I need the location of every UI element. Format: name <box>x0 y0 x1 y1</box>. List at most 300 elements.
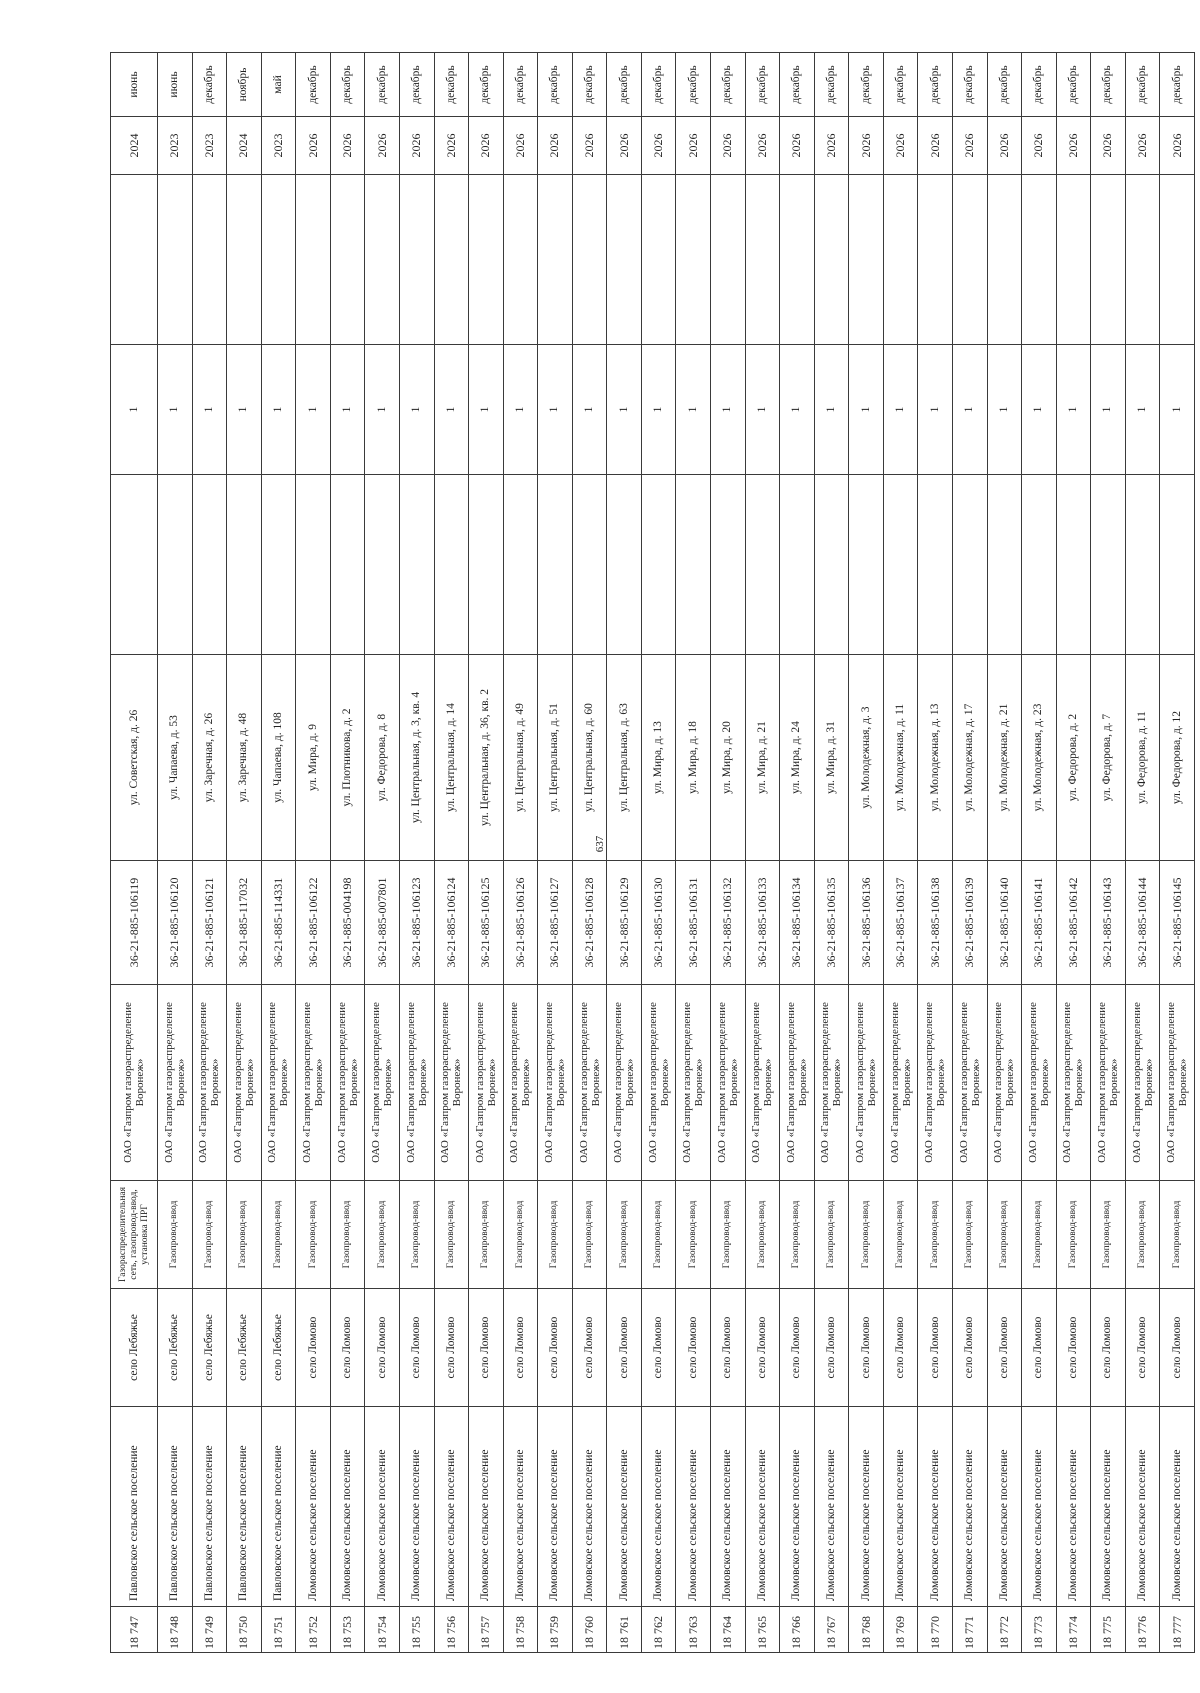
empty-cell <box>1022 175 1057 345</box>
table-row <box>745 53 780 1653</box>
settlement-cell: Ломовское сельское поселение <box>399 1407 434 1607</box>
owner-cell: ОАО «Газпром газораспределение Воронеж» <box>987 985 1022 1181</box>
quantity-cell: 1 <box>434 345 469 475</box>
empty-cell <box>1056 475 1091 655</box>
settlement-cell: Ломовское сельское поселение <box>1056 1407 1091 1607</box>
month-cell: июнь <box>158 53 193 117</box>
month-cell: декабрь <box>330 53 365 117</box>
month-cell: декабрь <box>952 53 987 117</box>
village-cell: село Ломово <box>641 1289 676 1407</box>
empty-cell <box>676 475 711 655</box>
empty-cell <box>330 175 365 345</box>
settlement-cell: Ломовское сельское поселение <box>676 1407 711 1607</box>
quantity-cell: 1 <box>780 345 815 475</box>
quantity-cell: 1 <box>952 345 987 475</box>
settlement-cell: Ломовское сельское поселение <box>1022 1407 1057 1607</box>
owner-cell: ОАО «Газпром газораспределение Воронеж» <box>1022 985 1057 1181</box>
address-cell: ул. Чапаева, д. 53 <box>158 655 193 861</box>
empty-cell <box>572 175 607 345</box>
table-row <box>365 53 400 1653</box>
owner-cell: ОАО «Газпром газораспределение Воронеж» <box>814 985 849 1181</box>
empty-cell <box>538 475 573 655</box>
table-row <box>1125 53 1160 1653</box>
empty-cell <box>192 175 227 345</box>
month-cell: декабрь <box>399 53 434 117</box>
row-number-cell: 18 777 <box>1160 1607 1195 1653</box>
empty-cell <box>745 175 780 345</box>
settlement-cell: Ломовское сельское поселение <box>330 1407 365 1607</box>
empty-cell <box>399 475 434 655</box>
object-type-cell: Газопровод-ввод <box>607 1181 642 1289</box>
empty-cell <box>1091 475 1126 655</box>
empty-cell <box>607 175 642 345</box>
village-cell: село Ломово <box>503 1289 538 1407</box>
month-cell: декабрь <box>365 53 400 117</box>
empty-cell <box>641 475 676 655</box>
village-cell: село Ломово <box>676 1289 711 1407</box>
settlement-cell: Ломовское сельское поселение <box>538 1407 573 1607</box>
quantity-cell: 1 <box>469 345 504 475</box>
empty-cell <box>158 475 193 655</box>
address-cell: ул. Мира, д. 9 <box>296 655 331 861</box>
empty-cell <box>1056 175 1091 345</box>
settlement-cell: Ломовское сельское поселение <box>1125 1407 1160 1607</box>
row-number-cell: 18 775 <box>1091 1607 1126 1653</box>
village-cell: село Лебяжье <box>227 1289 262 1407</box>
table-row <box>572 53 607 1653</box>
address-cell: ул. Центральная, д. 36, кв. 2 <box>469 655 504 861</box>
empty-cell <box>711 175 746 345</box>
quantity-cell: 1 <box>676 345 711 475</box>
object-type-cell: Газопровод-ввод <box>330 1181 365 1289</box>
object-type-cell: Газопровод-ввод <box>538 1181 573 1289</box>
settlement-cell: Ломовское сельское поселение <box>952 1407 987 1607</box>
row-number-cell: 18 755 <box>399 1607 434 1653</box>
settlement-cell: Павловское сельское поселение <box>261 1407 296 1607</box>
year-cell: 2026 <box>607 117 642 175</box>
month-cell: декабрь <box>469 53 504 117</box>
object-type-cell: Газораспределительная сеть, газопровод-ввод, установка ПРГ <box>111 1181 158 1289</box>
year-cell: 2023 <box>192 117 227 175</box>
owner-cell: ОАО «Газпром газораспределение Воронеж» <box>780 985 815 1181</box>
row-number-cell: 18 749 <box>192 1607 227 1653</box>
village-cell: село Ломово <box>1056 1289 1091 1407</box>
month-cell: ноябрь <box>227 53 262 117</box>
code-cell: 36-21-885-106137 <box>883 861 918 985</box>
empty-cell <box>227 175 262 345</box>
code-cell: 36-21-885-106130 <box>641 861 676 985</box>
address-cell: ул. Молодежная, д. 17 <box>952 655 987 861</box>
rotated-table-container <box>110 53 1195 1653</box>
table-row <box>814 53 849 1653</box>
quantity-cell: 1 <box>1056 345 1091 475</box>
address-cell: ул. Мира, д. 20 <box>711 655 746 861</box>
object-type-cell: Газопровод-ввод <box>952 1181 987 1289</box>
year-cell: 2026 <box>641 117 676 175</box>
address-cell: ул. Мира, д. 18 <box>676 655 711 861</box>
month-cell: декабрь <box>780 53 815 117</box>
village-cell: село Ломово <box>607 1289 642 1407</box>
code-cell: 36-21-885-007801 <box>365 861 400 985</box>
year-cell: 2026 <box>1125 117 1160 175</box>
address-cell: ул. Советская, д. 26 <box>111 655 158 861</box>
empty-cell <box>111 175 158 345</box>
row-number-cell: 18 756 <box>434 1607 469 1653</box>
village-cell: село Ломово <box>1160 1289 1195 1407</box>
year-cell: 2026 <box>745 117 780 175</box>
village-cell: село Ломово <box>1091 1289 1126 1407</box>
table-row <box>952 53 987 1653</box>
village-cell: село Ломово <box>572 1289 607 1407</box>
row-number-cell: 18 771 <box>952 1607 987 1653</box>
year-cell: 2026 <box>987 117 1022 175</box>
empty-cell <box>192 475 227 655</box>
village-cell: село Лебяжье <box>192 1289 227 1407</box>
empty-cell <box>296 175 331 345</box>
code-cell: 36-21-885-106127 <box>538 861 573 985</box>
address-cell: ул. Мира, д. 24 <box>780 655 815 861</box>
empty-cell <box>538 175 573 345</box>
village-cell: село Ломово <box>745 1289 780 1407</box>
month-cell: декабрь <box>745 53 780 117</box>
table-row <box>503 53 538 1653</box>
settlement-cell: Ломовское сельское поселение <box>469 1407 504 1607</box>
village-cell: село Ломово <box>918 1289 953 1407</box>
address-cell: ул. Плотникова, д. 2 <box>330 655 365 861</box>
table-row <box>641 53 676 1653</box>
settlement-cell: Ломовское сельское поселение <box>296 1407 331 1607</box>
quantity-cell: 1 <box>111 345 158 475</box>
code-cell: 36-21-885-106120 <box>158 861 193 985</box>
owner-cell: ОАО «Газпром газораспределение Воронеж» <box>192 985 227 1181</box>
quantity-cell: 1 <box>711 345 746 475</box>
empty-cell <box>918 475 953 655</box>
settlement-cell: Ломовское сельское поселение <box>434 1407 469 1607</box>
month-cell: декабрь <box>538 53 573 117</box>
month-cell: декабрь <box>676 53 711 117</box>
quantity-cell: 1 <box>987 345 1022 475</box>
quantity-cell: 1 <box>918 345 953 475</box>
address-cell: ул. Центральная, д. 14 <box>434 655 469 861</box>
object-type-cell: Газопровод-ввод <box>814 1181 849 1289</box>
owner-cell: ОАО «Газпром газораспределение Воронеж» <box>711 985 746 1181</box>
row-number-cell: 18 766 <box>780 1607 815 1653</box>
month-cell: декабрь <box>434 53 469 117</box>
address-cell: ул. Федорова, д. 11 <box>1125 655 1160 861</box>
year-cell: 2026 <box>883 117 918 175</box>
row-number-cell: 18 769 <box>883 1607 918 1653</box>
empty-cell <box>158 175 193 345</box>
quantity-cell: 1 <box>330 345 365 475</box>
row-number-cell: 18 770 <box>918 1607 953 1653</box>
empty-cell <box>641 175 676 345</box>
month-cell: декабрь <box>192 53 227 117</box>
empty-cell <box>469 475 504 655</box>
object-type-cell: Газопровод-ввод <box>711 1181 746 1289</box>
table-row <box>1022 53 1057 1653</box>
empty-cell <box>987 175 1022 345</box>
quantity-cell: 1 <box>365 345 400 475</box>
settlement-cell: Ломовское сельское поселение <box>503 1407 538 1607</box>
table-body <box>111 53 1195 1653</box>
owner-cell: ОАО «Газпром газораспределение Воронеж» <box>952 985 987 1181</box>
row-number-cell: 18 768 <box>849 1607 884 1653</box>
year-cell: 2026 <box>952 117 987 175</box>
quantity-cell: 1 <box>503 345 538 475</box>
row-number-cell: 18 752 <box>296 1607 331 1653</box>
settlement-cell: Павловское сельское поселение <box>158 1407 193 1607</box>
empty-cell <box>1125 475 1160 655</box>
object-type-cell: Газопровод-ввод <box>1022 1181 1057 1289</box>
settlement-cell: Павловское сельское поселение <box>192 1407 227 1607</box>
table-row <box>918 53 953 1653</box>
month-cell: декабрь <box>883 53 918 117</box>
owner-cell: ОАО «Газпром газораспределение Воронеж» <box>849 985 884 1181</box>
year-cell: 2026 <box>780 117 815 175</box>
empty-cell <box>745 475 780 655</box>
row-number-cell: 18 760 <box>572 1607 607 1653</box>
object-type-cell: Газопровод-ввод <box>676 1181 711 1289</box>
address-cell: ул. Мира, д. 21 <box>745 655 780 861</box>
code-cell: 36-21-885-106136 <box>849 861 884 985</box>
year-cell: 2026 <box>849 117 884 175</box>
owner-cell: ОАО «Газпром газораспределение Воронеж» <box>676 985 711 1181</box>
row-number-cell: 18 748 <box>158 1607 193 1653</box>
year-cell: 2026 <box>296 117 331 175</box>
empty-cell <box>849 175 884 345</box>
village-cell: село Ломово <box>711 1289 746 1407</box>
object-type-cell: Газопровод-ввод <box>158 1181 193 1289</box>
code-cell: 36-21-885-106121 <box>192 861 227 985</box>
village-cell: село Ломово <box>814 1289 849 1407</box>
owner-cell: ОАО «Газпром газораспределение Воронеж» <box>330 985 365 1181</box>
object-type-cell: Газопровод-ввод <box>572 1181 607 1289</box>
empty-cell <box>434 175 469 345</box>
settlement-cell: Ломовское сельское поселение <box>1091 1407 1126 1607</box>
object-type-cell: Газопровод-ввод <box>227 1181 262 1289</box>
address-cell: ул. Мира, д. 13 <box>641 655 676 861</box>
year-cell: 2026 <box>814 117 849 175</box>
village-cell: село Ломово <box>849 1289 884 1407</box>
quantity-cell: 1 <box>1091 345 1126 475</box>
empty-cell <box>1022 475 1057 655</box>
month-cell: декабрь <box>1022 53 1057 117</box>
table-row <box>780 53 815 1653</box>
address-cell: ул. Центральная, д. 63 <box>607 655 642 861</box>
object-type-cell: Газопровод-ввод <box>261 1181 296 1289</box>
table-row <box>227 53 262 1653</box>
month-cell: декабрь <box>987 53 1022 117</box>
empty-cell <box>987 475 1022 655</box>
owner-cell: ОАО «Газпром газораспределение Воронеж» <box>261 985 296 1181</box>
village-cell: село Ломово <box>330 1289 365 1407</box>
address-cell: ул. Федорова, д. 2 <box>1056 655 1091 861</box>
row-number-cell: 18 776 <box>1125 1607 1160 1653</box>
owner-cell: ОАО «Газпром газораспределение Воронеж» <box>1160 985 1195 1181</box>
empty-cell <box>503 475 538 655</box>
object-type-cell: Газопровод-ввод <box>503 1181 538 1289</box>
code-cell: 36-21-885-106119 <box>111 861 158 985</box>
year-cell: 2026 <box>365 117 400 175</box>
village-cell: село Ломово <box>469 1289 504 1407</box>
address-cell: ул. Заречная, д. 48 <box>227 655 262 861</box>
village-cell: село Ломово <box>952 1289 987 1407</box>
village-cell: село Ломово <box>780 1289 815 1407</box>
owner-cell: ОАО «Газпром газораспределение Воронеж» <box>296 985 331 1181</box>
settlement-cell: Ломовское сельское поселение <box>987 1407 1022 1607</box>
row-number-cell: 18 773 <box>1022 1607 1057 1653</box>
settlement-cell: Ломовское сельское поселение <box>814 1407 849 1607</box>
row-number-cell: 18 750 <box>227 1607 262 1653</box>
village-cell: село Ломово <box>1022 1289 1057 1407</box>
village-cell: село Ломово <box>1125 1289 1160 1407</box>
month-cell: июнь <box>111 53 158 117</box>
empty-cell <box>330 475 365 655</box>
year-cell: 2026 <box>503 117 538 175</box>
village-cell: село Ломово <box>296 1289 331 1407</box>
table-row <box>676 53 711 1653</box>
row-number-cell: 18 761 <box>607 1607 642 1653</box>
owner-cell: ОАО «Газпром газораспределение Воронеж» <box>227 985 262 1181</box>
empty-cell <box>434 475 469 655</box>
table-row <box>883 53 918 1653</box>
empty-cell <box>676 175 711 345</box>
table-row <box>849 53 884 1653</box>
row-number-cell: 18 767 <box>814 1607 849 1653</box>
quantity-cell: 1 <box>227 345 262 475</box>
month-cell: декабрь <box>503 53 538 117</box>
empty-cell <box>607 475 642 655</box>
empty-cell <box>952 475 987 655</box>
month-cell: декабрь <box>1091 53 1126 117</box>
empty-cell <box>365 175 400 345</box>
empty-cell <box>1160 175 1195 345</box>
settlement-cell: Павловское сельское поселение <box>111 1407 158 1607</box>
year-cell: 2023 <box>261 117 296 175</box>
settlement-cell: Ломовское сельское поселение <box>572 1407 607 1607</box>
owner-cell: ОАО «Газпром газораспределение Воронеж» <box>1056 985 1091 1181</box>
quantity-cell: 1 <box>261 345 296 475</box>
settlement-cell: Ломовское сельское поселение <box>918 1407 953 1607</box>
code-cell: 36-21-885-106144 <box>1125 861 1160 985</box>
quantity-cell: 1 <box>849 345 884 475</box>
quantity-cell: 1 <box>607 345 642 475</box>
code-cell: 36-21-885-106126 <box>503 861 538 985</box>
year-cell: 2023 <box>158 117 193 175</box>
year-cell: 2026 <box>572 117 607 175</box>
object-type-cell: Газопровод-ввод <box>883 1181 918 1289</box>
empty-cell <box>883 475 918 655</box>
address-cell: ул. Молодежная, д. 21 <box>987 655 1022 861</box>
table-row <box>711 53 746 1653</box>
code-cell: 36-21-885-004198 <box>330 861 365 985</box>
owner-cell: ОАО «Газпром газораспределение Воронеж» <box>607 985 642 1181</box>
table-row <box>1160 53 1195 1653</box>
code-cell: 36-21-885-117032 <box>227 861 262 985</box>
address-cell: ул. Молодежная, д. 3 <box>849 655 884 861</box>
code-cell: 36-21-885-106131 <box>676 861 711 985</box>
object-type-cell: Газопровод-ввод <box>399 1181 434 1289</box>
settlement-cell: Ломовское сельское поселение <box>849 1407 884 1607</box>
object-type-cell: Газопровод-ввод <box>1091 1181 1126 1289</box>
empty-cell <box>296 475 331 655</box>
settlement-cell: Ломовское сельское поселение <box>745 1407 780 1607</box>
empty-cell <box>399 175 434 345</box>
month-cell: декабрь <box>1125 53 1160 117</box>
empty-cell <box>780 175 815 345</box>
year-cell: 2026 <box>711 117 746 175</box>
month-cell: декабрь <box>572 53 607 117</box>
month-cell: декабрь <box>849 53 884 117</box>
owner-cell: ОАО «Газпром газораспределение Воронеж» <box>469 985 504 1181</box>
quantity-cell: 1 <box>1160 345 1195 475</box>
table-row <box>607 53 642 1653</box>
quantity-cell: 1 <box>399 345 434 475</box>
owner-cell: ОАО «Газпром газораспределение Воронеж» <box>538 985 573 1181</box>
object-type-cell: Газопровод-ввод <box>849 1181 884 1289</box>
empty-cell <box>711 475 746 655</box>
code-cell: 36-21-885-106124 <box>434 861 469 985</box>
empty-cell <box>1160 475 1195 655</box>
year-cell: 2024 <box>111 117 158 175</box>
empty-cell <box>780 475 815 655</box>
quantity-cell: 1 <box>296 345 331 475</box>
row-number-cell: 18 758 <box>503 1607 538 1653</box>
code-cell: 36-21-885-106145 <box>1160 861 1195 985</box>
table-row <box>538 53 573 1653</box>
settlement-cell: Ломовское сельское поселение <box>607 1407 642 1607</box>
code-cell: 36-21-885-106142 <box>1056 861 1091 985</box>
empty-cell <box>883 175 918 345</box>
month-cell: декабрь <box>1056 53 1091 117</box>
row-number-cell: 18 757 <box>469 1607 504 1653</box>
row-number-cell: 18 754 <box>365 1607 400 1653</box>
object-type-cell: Газопровод-ввод <box>1125 1181 1160 1289</box>
address-cell: ул. Чапаева, д. 108 <box>261 655 296 861</box>
empty-cell <box>365 475 400 655</box>
month-cell: декабрь <box>814 53 849 117</box>
owner-cell: ОАО «Газпром газораспределение Воронеж» <box>918 985 953 1181</box>
month-cell: декабрь <box>1160 53 1195 117</box>
empty-cell <box>918 175 953 345</box>
row-number-cell: 18 751 <box>261 1607 296 1653</box>
row-number-cell: 18 764 <box>711 1607 746 1653</box>
table-row <box>330 53 365 1653</box>
quantity-cell: 1 <box>1022 345 1057 475</box>
quantity-cell: 1 <box>538 345 573 475</box>
year-cell: 2026 <box>399 117 434 175</box>
owner-cell: ОАО «Газпром газораспределение Воронеж» <box>883 985 918 1181</box>
quantity-cell: 1 <box>572 345 607 475</box>
year-cell: 2026 <box>538 117 573 175</box>
row-number-cell: 18 765 <box>745 1607 780 1653</box>
settlement-cell: Ломовское сельское поселение <box>1160 1407 1195 1607</box>
address-cell: ул. Молодежная, д. 23 <box>1022 655 1057 861</box>
table-row <box>261 53 296 1653</box>
row-number-cell: 18 774 <box>1056 1607 1091 1653</box>
address-cell: ул. Федорова, д. 8 <box>365 655 400 861</box>
year-cell: 2024 <box>227 117 262 175</box>
owner-cell: ОАО «Газпром газораспределение Воронеж» <box>1125 985 1160 1181</box>
gas-network-table <box>110 52 1195 1653</box>
year-cell: 2026 <box>1022 117 1057 175</box>
village-cell: село Лебяжье <box>261 1289 296 1407</box>
empty-cell <box>261 475 296 655</box>
empty-cell <box>261 175 296 345</box>
empty-cell <box>814 475 849 655</box>
year-cell: 2026 <box>918 117 953 175</box>
village-cell: село Лебяжье <box>158 1289 193 1407</box>
